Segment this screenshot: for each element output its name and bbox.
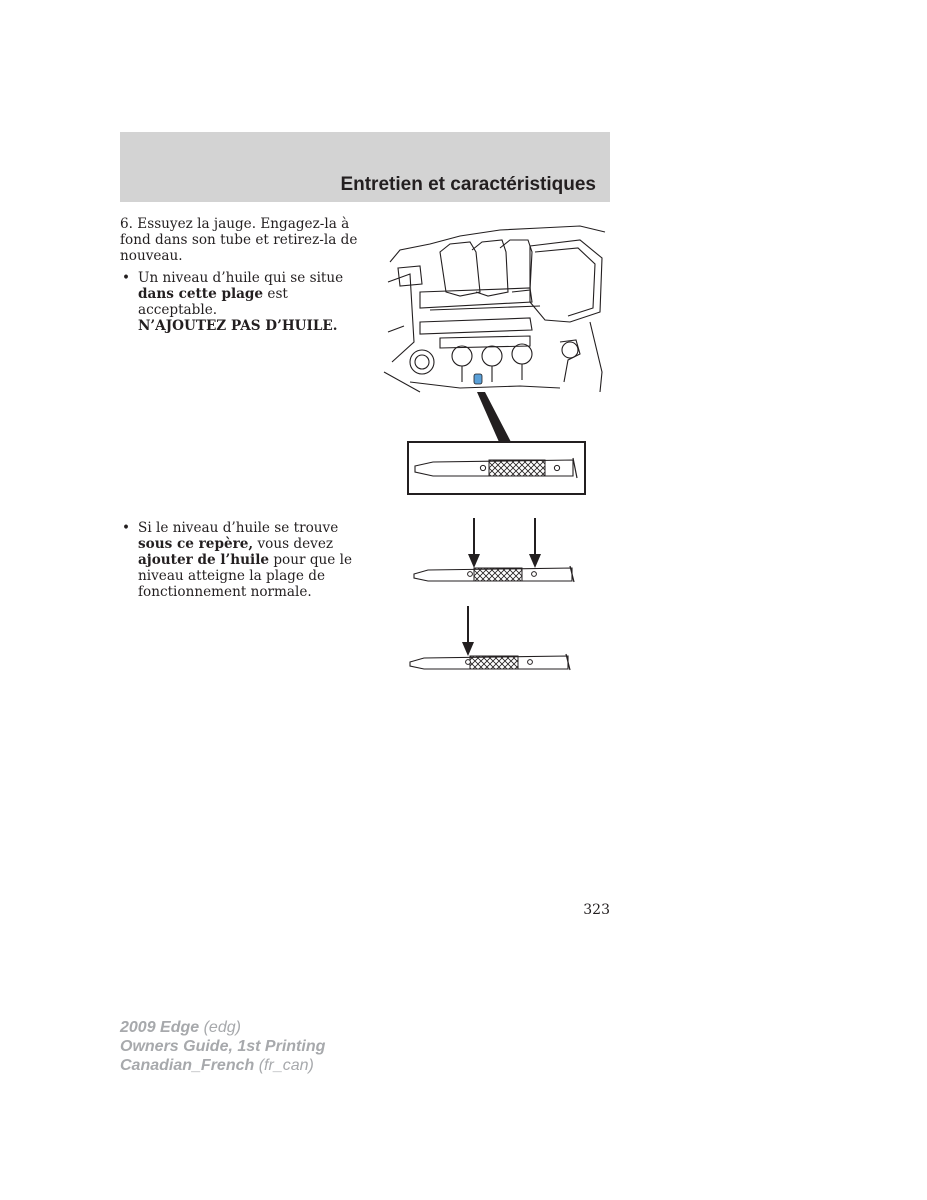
low-pre: Si le niveau d’huile se trouve — [138, 520, 339, 536]
footer-model-code: (edg) — [199, 1019, 241, 1036]
low-mid: vous devez — [253, 536, 334, 552]
footer-language-code: (fr_can) — [254, 1057, 314, 1074]
bullet1-bold: dans cette plage — [138, 286, 264, 302]
document-footer — [120, 1018, 325, 1075]
low-bold2: ajouter de l’huile — [138, 552, 270, 568]
safe-range-hatch — [489, 460, 545, 476]
low-post: pour que le niveau atteigne la plage de fonctionnement normale. — [138, 552, 353, 600]
dipstick-one-arrow — [406, 604, 576, 674]
bullet1-caps: N’AJOUTEZ PAS D’HUILE. — [138, 318, 338, 334]
bullet-acceptable-range — [120, 270, 370, 334]
dipstick-callout — [405, 390, 590, 498]
low-oil-block — [120, 520, 370, 606]
footer-guide: Owners Guide, 1st Printing — [120, 1038, 326, 1055]
dipstick-handle-marker — [474, 374, 482, 384]
section-header — [120, 132, 610, 202]
page-number: 323 — [583, 902, 610, 918]
step-6-text: 6. Essuyez la jauge. Engagez-la à fond dans son tube et retirez-la de nouveau. — [120, 216, 358, 264]
bullet-symbol: • — [122, 270, 131, 286]
bullet1-pre: Un niveau d’huile qui se situe — [138, 270, 344, 286]
low-bold1: sous ce repère, — [138, 536, 254, 552]
section-title: Entretien et caractéristiques — [340, 174, 596, 195]
dipstick-two-arrows — [408, 516, 578, 586]
footer-language: Canadian_French — [120, 1057, 255, 1074]
step-6-block — [120, 216, 370, 340]
footer-model: 2009 Edge — [120, 1019, 200, 1036]
bullet1-post: est acceptable. — [138, 286, 288, 318]
bullet-low-oil — [120, 520, 370, 600]
engine-illustration — [380, 222, 610, 397]
bullet-symbol: • — [122, 520, 131, 536]
